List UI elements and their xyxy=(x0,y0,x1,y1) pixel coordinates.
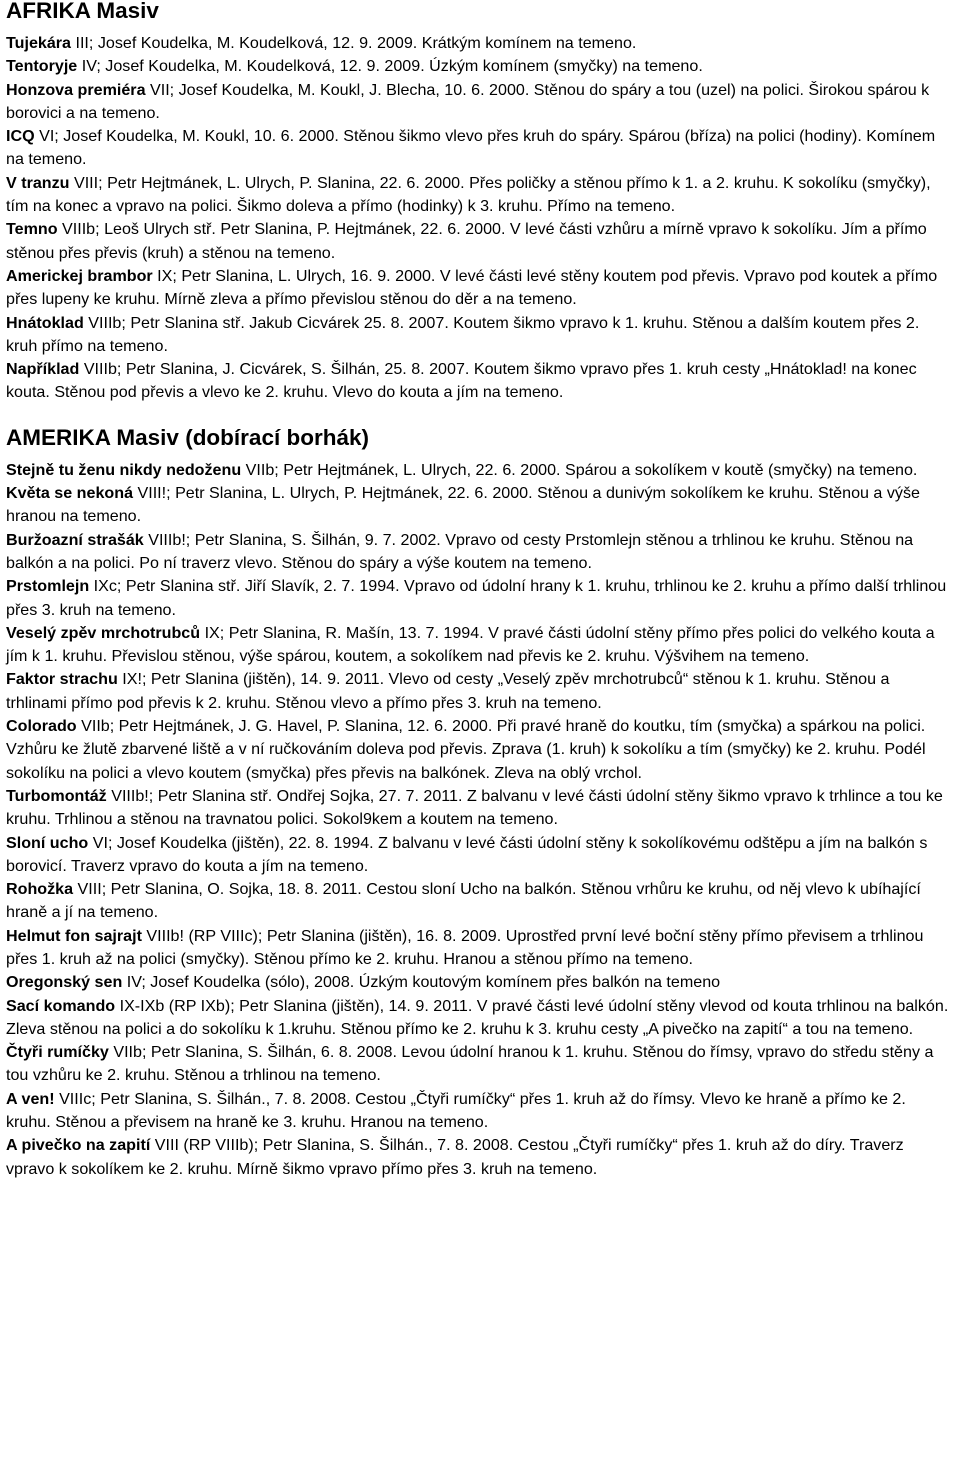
route-description: IXc; Petr Slanina stř. Jiří Slavík, 2. 7. 1994. Vpravo od údolní hrany k 1. kruhu, trhlinou ke 2. kruhu a přímo další trhlinou přes 3. kruh na temeno. xyxy=(6,577,947,619)
route-name: Sací komando xyxy=(6,996,116,1015)
route-description: VIII; Petr Hejtmánek, L. Ulrych, P. Slanina, 22. 6. 2000. Přes poličky a stěnou přímo k 1. a 2. kruhu. K sokolíku (smyčky), tím na konec a vpravo na polici. Šikmo doleva a přímo (hodinky) k 3. kruhu. Přímo na temeno. xyxy=(6,173,931,216)
route-description: IV; Josef Koudelka (sólo), 2008. Úzkým koutovým komínem přes balkón na temeno xyxy=(122,973,721,992)
route-entry xyxy=(6,878,954,925)
route-entry xyxy=(6,832,954,879)
route-entry xyxy=(6,785,954,832)
route-name: Colorado xyxy=(6,717,77,736)
route-description: VI; Josef Koudelka (jištěn), 22. 8. 1994. Z balvanu v levé části údolní stěny k sokolíkovému odštěpu a jím na balkón s borovicí. Traverz vpravo do kouta a jím na temeno. xyxy=(6,833,928,875)
section-title: AFRIKA Masiv xyxy=(6,0,159,23)
route-name: Prstomlejn xyxy=(6,577,90,596)
route-entry xyxy=(6,55,954,78)
route-description: VIIIb!; Petr Slanina, S. Šilhán, 9. 7. 2002. Vpravo od cesty Prstomlejn stěnou a trhlinou ke kruhu. Stěnou na balkón a na polici. Po ní traverz vlevo. Stěnou do spáry a výše koutem na temeno. xyxy=(6,530,914,572)
route-name: Temno xyxy=(6,220,58,239)
route-entry xyxy=(6,1134,954,1181)
route-name: Květa se nekoná xyxy=(6,484,134,503)
route-description: IX; Petr Slanina, R. Mašín, 13. 7. 1994. V pravé části údolní stěny přímo přes polici do velkého kouta a jím k 1. kruhu. Převislou stěnou, výše spárou, koutem, a sokolíkem nad převis ke 2. kruhu. Výšvihem na temeno. xyxy=(6,623,935,666)
section-title: AMERIKA Masiv (dobírací borhák) xyxy=(6,424,369,450)
route-description: VIIIb!; Petr Slanina stř. Ondřej Sojka, 27. 7. 2011. Z balvanu v levé části údolní stěny šikmo vpravo k trhlince a tou ke kruhu. Trhlinou a stěnou na travnatou polici. Sokol9kem a koutem na temeno. xyxy=(6,786,943,829)
route-entry xyxy=(6,172,954,219)
route-name: Americkej brambor xyxy=(6,266,153,285)
route-entry xyxy=(6,925,954,972)
route-entry xyxy=(6,459,954,482)
route-entry xyxy=(6,1088,954,1135)
route-entry xyxy=(6,32,954,55)
route-name: Rohožka xyxy=(6,880,74,899)
route-entry xyxy=(6,358,954,405)
section-afrika xyxy=(6,0,954,405)
route-entry xyxy=(6,575,954,622)
route-name: Faktor strachu xyxy=(6,670,118,689)
route-entry xyxy=(6,125,954,172)
route-name: Čtyři rumíčky xyxy=(6,1043,109,1062)
route-description: VIII (RP VIIIb); Petr Slanina, S. Šilhán., 7. 8. 2008. Cestou „Čtyři rumíčky“ přes 1. kruh až do díry. Traverz vpravo k sokolíkem ke 2. kruhu. Mírně šikmo vpravo přímo přes 3. kruh na temeno. xyxy=(6,1136,904,1178)
route-name: Například xyxy=(6,360,80,379)
route-name: Hnátoklad xyxy=(6,313,84,332)
route-description: VI; Josef Koudelka, M. Koukl, 10. 6. 2000. Stěnou šikmo vlevo přes kruh do spáry. Spárou (bříza) na polici (hodiny). Komínem na temeno. xyxy=(6,127,936,169)
route-description: IX!; Petr Slanina (jištěn), 14. 9. 2011. Vlevo od cesty „Veselý zpěv mrchotrubců“ stěnou k 1. kruhu. Stěnou a trhlinami přímo pod převis k 2. kruhu. Stěnou vlevo a přímo přes 3. kruh na temeno. xyxy=(6,670,890,712)
route-name: Buržoazní strašák xyxy=(6,530,144,549)
route-description: VIIIb! (RP VIIIc); Petr Slanina (jištěn), 16. 8. 2009. Uprostřed první levé boční stěny přímo převisem a trhlinou přes 1. kruh až na polici (smyčky). Stěnou přímo ke 2. kruhu. Hranou a stěnou přímo na temeno. xyxy=(6,926,924,968)
route-name: Tujekára xyxy=(6,34,72,52)
route-name: Veselý zpěv mrchotrubců xyxy=(6,623,201,642)
route-entry xyxy=(6,265,954,312)
route-name: Oregonský sen xyxy=(6,973,123,992)
route-description: VIIIc; Petr Slanina, S. Šilhán., 7. 8. 2008. Cestou „Čtyři rumíčky“ přes 1. kruh až do římsy. Vlevo ke hraně a přímo ke 2. kruhu. Stěnou a převisem na hraně ke 3. kruhu. Hranou na temeno. xyxy=(6,1089,906,1132)
route-description: VIII; Petr Slanina, O. Sojka, 18. 8. 2011. Cestou sloní Ucho na balkón. Stěnou vrhůru ke kruhu, od něj vlevo k ubíhající hraně a jí na temeno. xyxy=(6,880,921,922)
route-name: Sloní ucho xyxy=(6,833,89,852)
route-description: IV; Josef Koudelka, M. Koudelková, 12. 9. 2009. Úzkým komínem (smyčky) na temeno. xyxy=(77,57,703,76)
route-name: A pivečko na zapití xyxy=(6,1136,151,1155)
route-description: VIIIb; Leoš Ulrych stř. Petr Slanina, P. Hejtmánek, 22. 6. 2000. V levé části vzhůru a mírně vpravo k sokolíku. Jím a přímo stěnou přes převis (kruh) a stěnou na temeno. xyxy=(6,220,927,262)
route-description: III; Josef Koudelka, M. Koudelková, 12. 9. 2009. Krátkým komínem na temeno. xyxy=(71,34,637,52)
route-name: Turbomontáž xyxy=(6,786,107,805)
route-name: ICQ xyxy=(6,127,35,146)
route-description: VIIb; Petr Slanina, S. Šilhán, 6. 8. 2008. Levou údolní hranou k 1. kruhu. Stěnou do římsy, vpravo do středu stěny a tou vzhůru ke 2. kruhu. Stěnou a trhlinou na temeno. xyxy=(6,1043,934,1085)
route-name: Helmut fon sajrajt xyxy=(6,926,142,945)
route-name: Tentoryje xyxy=(6,57,78,76)
route-description: IX-IXb (RP IXb); Petr Slanina (jištěn), 14. 9. 2011. V pravé části levé údolní stěny vlevod od kouta trhlinou na balkón. Zleva stěnou na polici a do sokolíku k 1.kruhu. Stěnou přímo ke 2. kruhu k 3. kruhu cesty „A pivečko na zapití“ a tou na temeno. xyxy=(6,996,949,1038)
route-entry xyxy=(6,995,954,1042)
route-description: VII; Josef Koudelka, M. Koukl, J. Blecha, 10. 6. 2000. Stěnou do spáry a tou (uzel) na polici. Širokou spárou k borovici a na temeno. xyxy=(6,80,930,122)
route-name: Stejně tu ženu nikdy nedoženu xyxy=(6,460,242,479)
route-entry xyxy=(6,1041,954,1088)
route-description: VIIIb; Petr Slanina stř. Jakub Cicvárek 25. 8. 2007. Koutem šikmo vpravo k 1. kruhu. Stěnou a dalším koutem přes 2. kruh přímo na temeno. xyxy=(6,313,920,355)
route-entry xyxy=(6,668,954,715)
route-entry xyxy=(6,529,954,576)
route-name: V tranzu xyxy=(6,173,70,192)
route-description: VIII!; Petr Slanina, L. Ulrych, P. Hejtmánek, 22. 6. 2000. Stěnou a dunivým sokolíkem ke kruhu. Stěnou a výše hranou na temeno. xyxy=(6,484,920,526)
route-entry xyxy=(6,79,954,126)
route-entry xyxy=(6,971,954,994)
route-entry xyxy=(6,482,954,529)
route-description: VIIIb; Petr Slanina, J. Cicvárek, S. Šilhán, 25. 8. 2007. Koutem šikmo vpravo přes 1. kruh cesty „Hnátoklad! na konec kouta. Stěnou pod převis a vlevo ke 2. kruhu. Vlevo do kouta a jím na temeno. xyxy=(6,360,917,402)
route-entry xyxy=(6,715,954,785)
route-entry xyxy=(6,312,954,359)
route-description: IX; Petr Slanina, L. Ulrych, 16. 9. 2000. V levé části levé stěny koutem pod převis. Vpravo pod koutek a přímo přes lupeny ke kruhu. Mírně zleva a přímo převislou stěnou do děr a na temeno. xyxy=(6,266,938,309)
route-entry xyxy=(6,622,954,669)
route-entry xyxy=(6,218,954,265)
route-description: VIIb; Petr Hejtmánek, L. Ulrych, 22. 6. 2000. Spárou a sokolíkem v koutě (smyčky) na temeno. xyxy=(241,460,918,479)
route-name: Honzova premiéra xyxy=(6,80,146,99)
route-description: VIIb; Petr Hejtmánek, J. G. Havel, P. Slanina, 12. 6. 2000. Při pravé hraně do koutku, tím (smyčka) a spárkou na polici. Vzhůru ke žlutě zbarvené liště a v ní ručkováním doleva pod převis. Zprava (1. kruh) k sokolíku a tím (smyčky) ke 2. kruhu. Podél sokolíku na polici a vlevo koutem (smyčka) přes převis na balkónek. Zleva na oblý vrchol. xyxy=(6,717,926,782)
section-amerika xyxy=(6,424,954,1181)
route-name: A ven! xyxy=(6,1089,55,1108)
